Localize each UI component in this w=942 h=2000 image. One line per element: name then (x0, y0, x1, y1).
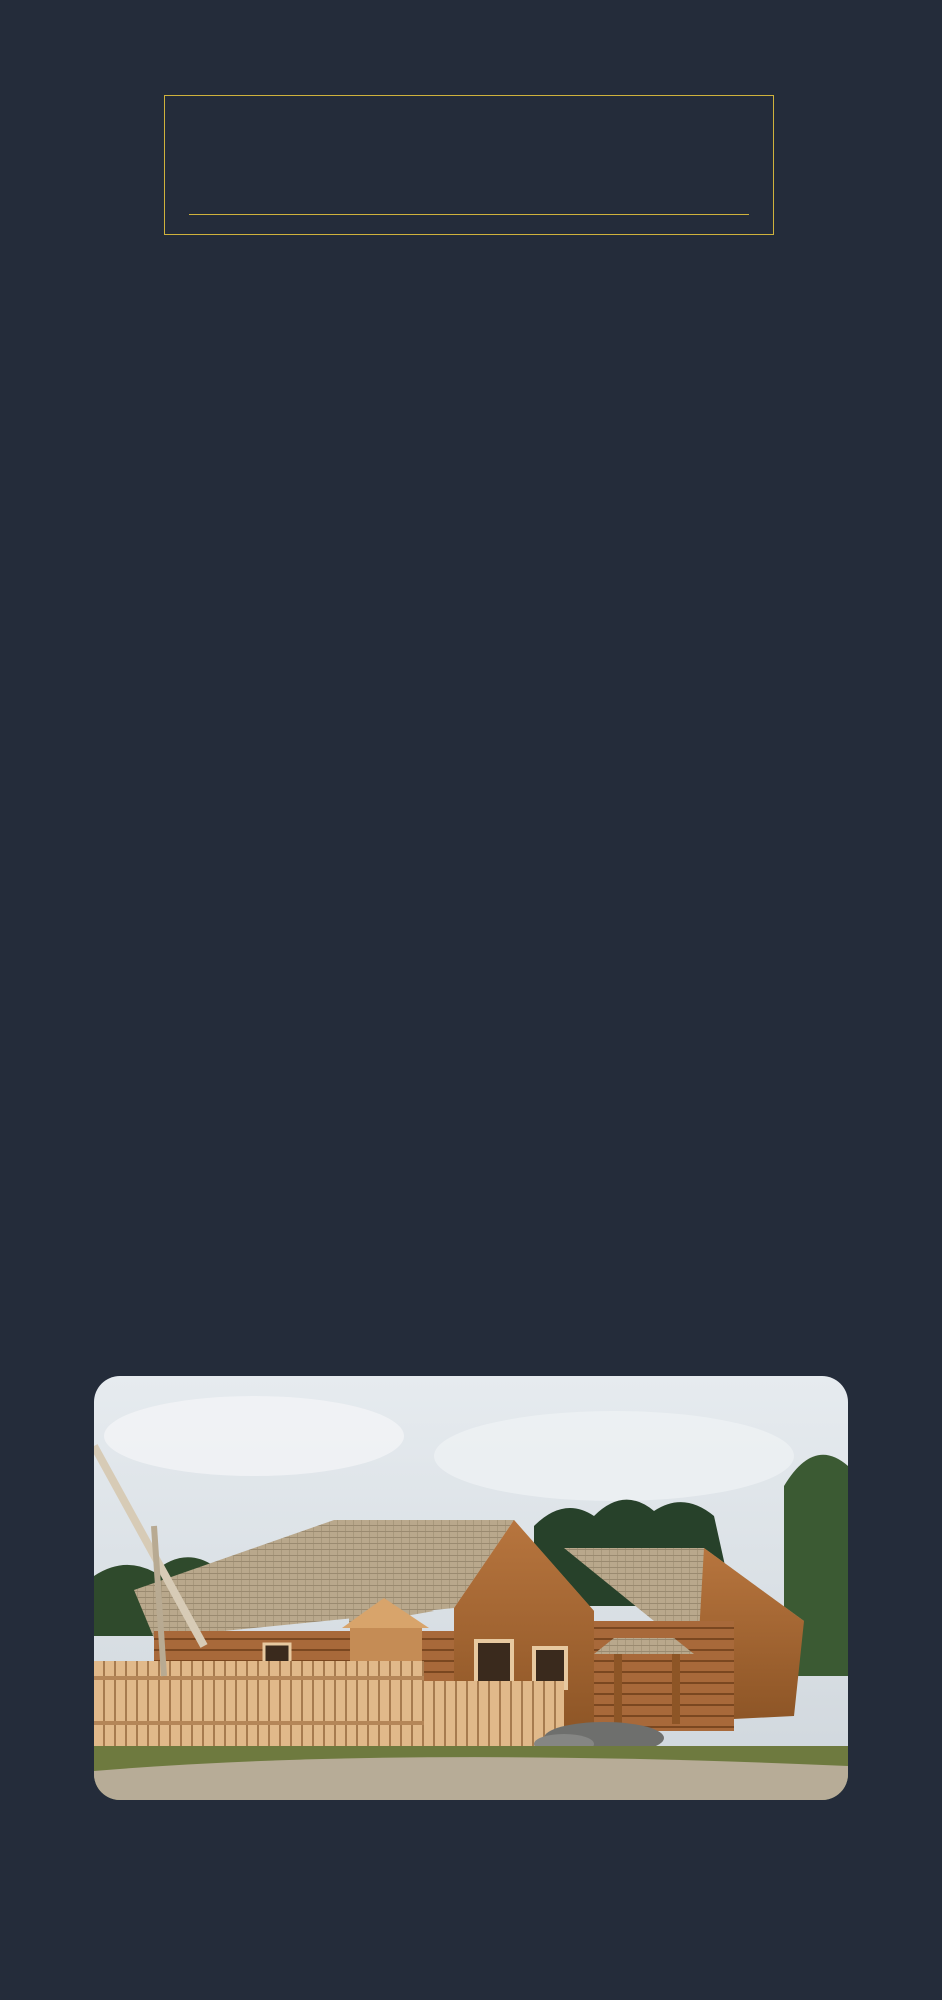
farmstead-illustration (94, 1376, 848, 1800)
intro-text (94, 305, 848, 327)
decorative-waves-bottom (0, 1780, 942, 2000)
title-divider (189, 214, 749, 215)
farmstead-photo (94, 1376, 848, 1800)
title-frame (164, 95, 774, 235)
